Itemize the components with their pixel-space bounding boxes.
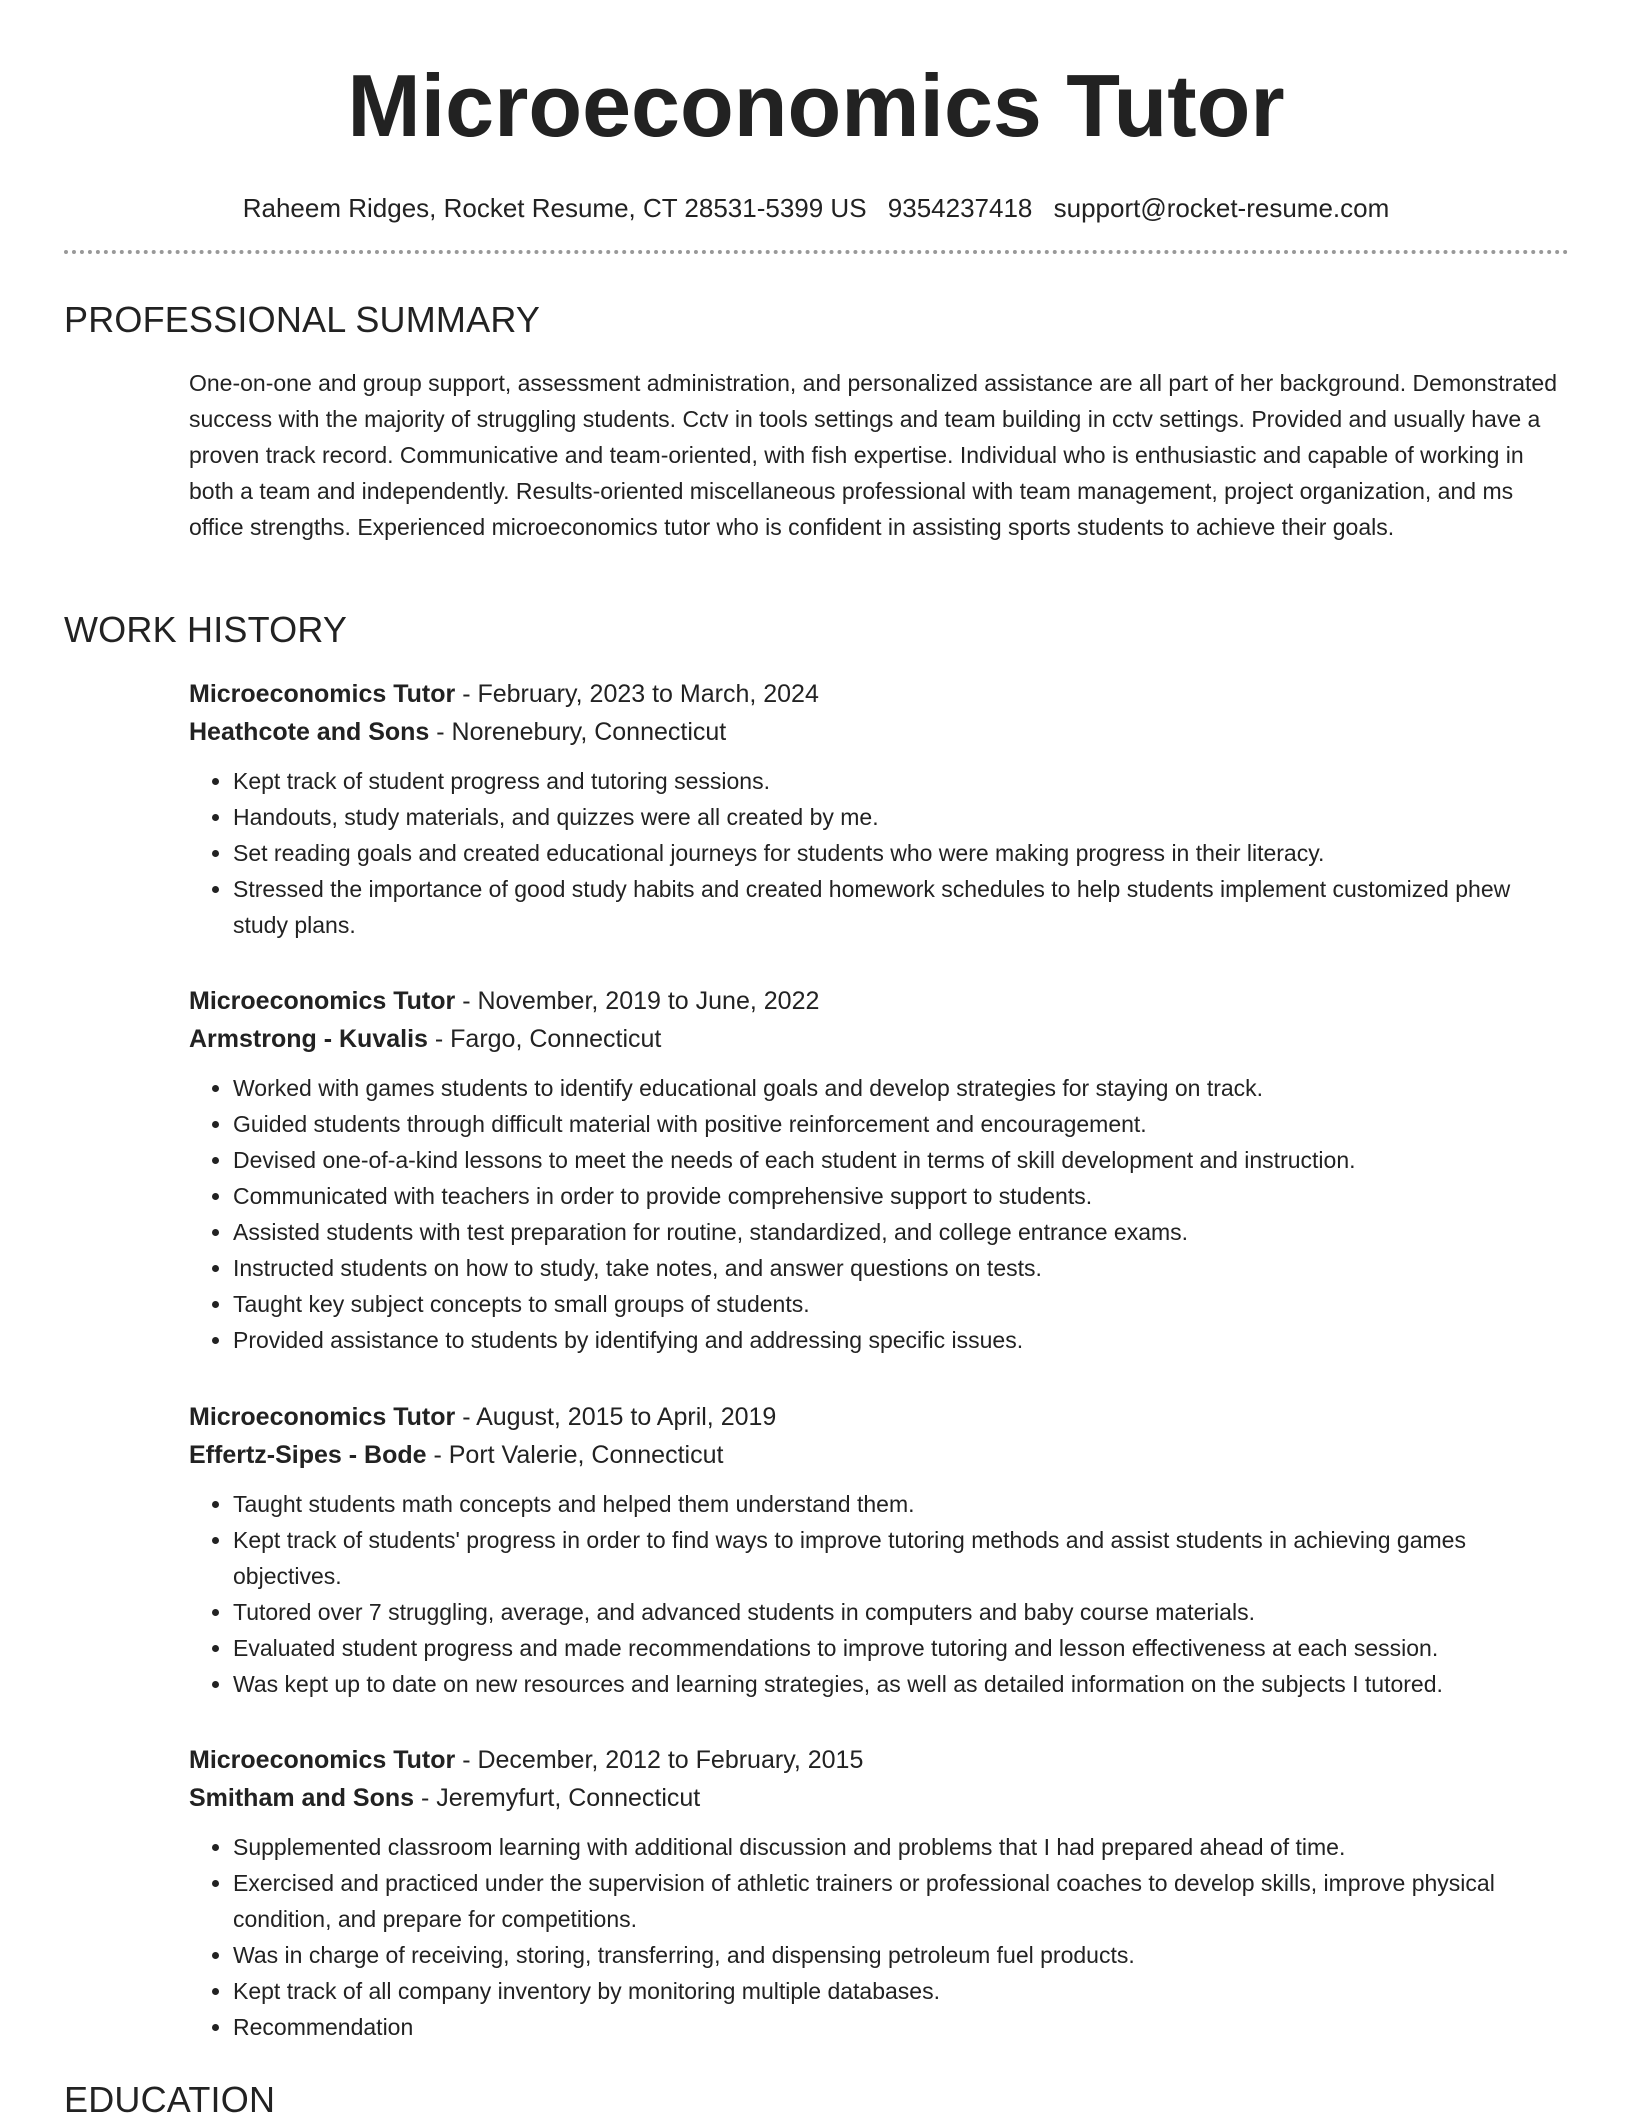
job-entry (189, 982, 1569, 1358)
job-company: Smitham and Sons (189, 1784, 415, 1812)
job-bullet: • Was in charge of receiving, storing, transferring, and dispensing petroleum fuel products. (233, 1937, 1569, 1973)
job-bullet: • Set reading goals and created educational journeys for students who were making progress in their literacy. (233, 835, 1569, 871)
job-bullet: • Guided students through difficult material with positive reinforcement and encouragement. (233, 1106, 1569, 1142)
job-title-line (189, 675, 1569, 713)
summary-heading: PROFESSIONAL SUMMARY (64, 299, 541, 340)
job-title: Microeconomics Tutor (189, 1403, 456, 1431)
work-history-heading: WORK HISTORY (64, 609, 348, 650)
contact-phone: 9354237418 (887, 193, 1033, 223)
contact-line (0, 192, 1632, 224)
job-bullet: • Handouts, study materials, and quizzes were all created by me. (233, 799, 1569, 835)
job-dates: - December, 2012 to February, 2015 (455, 1746, 864, 1774)
job-dates: - February, 2023 to March, 2024 (455, 680, 819, 708)
job-bullet: • Kept track of all company inventory by monitoring multiple databases. (233, 1973, 1569, 2009)
job-bullet: • Was kept up to date on new resources and learning strategies, as well as detailed information on the subjects I tutored. (233, 1666, 1569, 1702)
job-bullets (189, 1070, 1569, 1358)
job-title-line (189, 1398, 1569, 1436)
job-location: - Jeremyfurt, Connecticut (414, 1784, 701, 1812)
job-location: - Fargo, Connecticut (427, 1025, 662, 1053)
job-title: Microeconomics Tutor (189, 1746, 456, 1774)
contact-email: support@rocket-resume.com (1053, 193, 1390, 223)
job-location: - Norenebury, Connecticut (429, 718, 727, 746)
job-bullets (189, 1486, 1569, 1702)
job-bullet: • Kept track of student progress and tutoring sessions. (233, 763, 1569, 799)
job-company: Heathcote and Sons (189, 718, 430, 746)
job-bullet: • Taught key subject concepts to small groups of students. (233, 1286, 1569, 1322)
job-bullet: • Provided assistance to students by identifying and addressing specific issues. (233, 1322, 1569, 1358)
job-company: Effertz-Sipes - Bode (189, 1441, 427, 1469)
job-bullets (189, 1829, 1569, 2045)
job-bullet: • Exercised and practiced under the supervision of athletic trainers or professional coaches to develop skills, improve physical condition, and prepare for competitions. (233, 1865, 1569, 1937)
job-bullet: • Kept track of students' progress in order to find ways to improve tutoring methods and assist students in achieving games objectives. (233, 1522, 1569, 1594)
job-bullets (189, 763, 1569, 943)
job-bullet: • Devised one-of-a-kind lessons to meet the needs of each student in terms of skill development and instruction. (233, 1142, 1569, 1178)
job-bullet: • Communicated with teachers in order to provide comprehensive support to students. (233, 1178, 1569, 1214)
job-bullet: • Supplemented classroom learning with additional discussion and problems that I had prepared ahead of time. (233, 1829, 1569, 1865)
job-company-line (189, 1779, 1569, 1817)
job-bullet: • Taught students math concepts and helped them understand them. (233, 1486, 1569, 1522)
job-dates: - November, 2019 to June, 2022 (455, 987, 820, 1015)
education-heading: EDUCATION (64, 2079, 276, 2120)
job-bullet: • Stressed the importance of good study habits and created homework schedules to help students implement customized phew study plans. (233, 871, 1569, 943)
summary-text: One-on-one and group support, assessment administration, and personalized assistance are all part of her background. Demonstrated success with the majority of struggling students. Cctv in tools settings and team building in cctv settings. Provided and usually have a proven track record. Communicative and team-oriented, with fish expertise. Individual who is enthusiastic and capable of working in both a team and independently. Results-oriented miscellaneous professional with team management, project organization, and ms office strengths. Experienced microeconomics tutor who is confident in assisting sports students to achieve their goals. (189, 370, 1558, 540)
job-bullet: • Instructed students on how to study, take notes, and answer questions on tests. (233, 1250, 1569, 1286)
header-divider (64, 250, 1569, 254)
job-bullet: • Recommendation (233, 2009, 1569, 2045)
resume-header (0, 0, 1632, 224)
job-company-line (189, 1436, 1569, 1474)
job-dates: - August, 2015 to April, 2019 (455, 1403, 777, 1431)
job-title: Microeconomics Tutor (189, 987, 456, 1015)
job-company-line (189, 713, 1569, 751)
job-title: Microeconomics Tutor (189, 680, 456, 708)
job-entry (189, 1398, 1569, 1702)
job-title-line (189, 982, 1569, 1020)
job-location: - Port Valerie, Connecticut (426, 1441, 724, 1469)
job-entry (189, 1741, 1569, 2045)
job-company-line (189, 1020, 1569, 1058)
job-bullet: • Assisted students with test preparation for routine, standardized, and college entrance exams. (233, 1214, 1569, 1250)
job-entry (189, 675, 1569, 943)
job-bullet: • Worked with games students to identify educational goals and develop strategies for staying on track. (233, 1070, 1569, 1106)
job-company: Armstrong - Kuvalis (189, 1025, 428, 1053)
contact-address: Raheem Ridges, Rocket Resume, CT 28531-5399 US (242, 193, 867, 223)
job-title-line (189, 1741, 1569, 1779)
job-bullet: • Tutored over 7 struggling, average, and advanced students in computers and baby course materials. (233, 1594, 1569, 1630)
resume-title: Microeconomics Tutor (347, 56, 1285, 155)
job-bullet: • Evaluated student progress and made recommendations to improve tutoring and lesson effectiveness at each session. (233, 1630, 1569, 1666)
